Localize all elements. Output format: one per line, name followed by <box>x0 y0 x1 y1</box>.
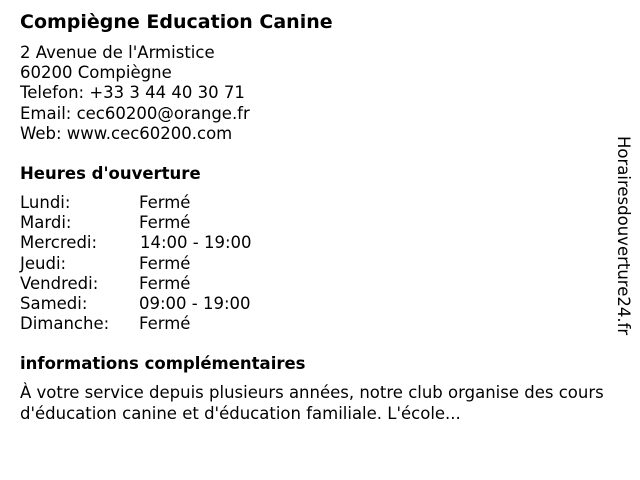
website-text: Web: www.cec60200.com <box>20 123 233 143</box>
site-watermark-text: Horairesdouverture24.fr <box>614 136 633 336</box>
hours-day: Jeudi: <box>20 253 67 273</box>
phone-text: Telefon: +33 3 44 40 30 71 <box>20 83 245 103</box>
hours-table <box>20 193 320 334</box>
hours-day: Mercredi: <box>20 233 98 253</box>
hours-value: Fermé <box>139 273 191 293</box>
hours-value: Fermé <box>139 193 191 212</box>
hours-row <box>20 193 320 213</box>
hours-day: Lundi: <box>20 193 71 212</box>
site-watermark <box>612 136 634 376</box>
address-city: 60200 Compiègne <box>20 63 172 83</box>
hours-day: Mardi: <box>20 213 72 233</box>
hours-row <box>20 233 320 253</box>
hours-value: 09:00 - 19:00 <box>139 293 251 313</box>
info-description: À votre service depuis plusieurs années, notre club organise des cours d'éducation canine et d'éducation familiale. L'école... <box>20 383 604 423</box>
info-heading: informations complémentaires <box>20 354 306 373</box>
hours-row <box>20 314 320 334</box>
hours-row <box>20 274 320 294</box>
hours-day: Samedi: <box>20 293 88 313</box>
hours-row <box>20 213 320 233</box>
hours-day: Vendredi: <box>20 273 99 293</box>
hours-value: Fermé <box>139 213 191 233</box>
email-text: Email: cec60200@orange.fr <box>20 103 250 123</box>
hours-day: Dimanche: <box>20 314 110 334</box>
hours-row <box>20 254 320 274</box>
hours-heading: Heures d'ouverture <box>20 164 201 183</box>
hours-row <box>20 294 320 314</box>
address-street: 2 Avenue de l'Armistice <box>20 43 215 62</box>
hours-value: Fermé <box>139 253 191 273</box>
business-name: Compiègne Education Canine <box>20 11 333 33</box>
contact-block <box>20 43 250 144</box>
hours-value: 14:00 - 19:00 <box>140 233 252 253</box>
hours-value: Fermé <box>139 314 191 334</box>
